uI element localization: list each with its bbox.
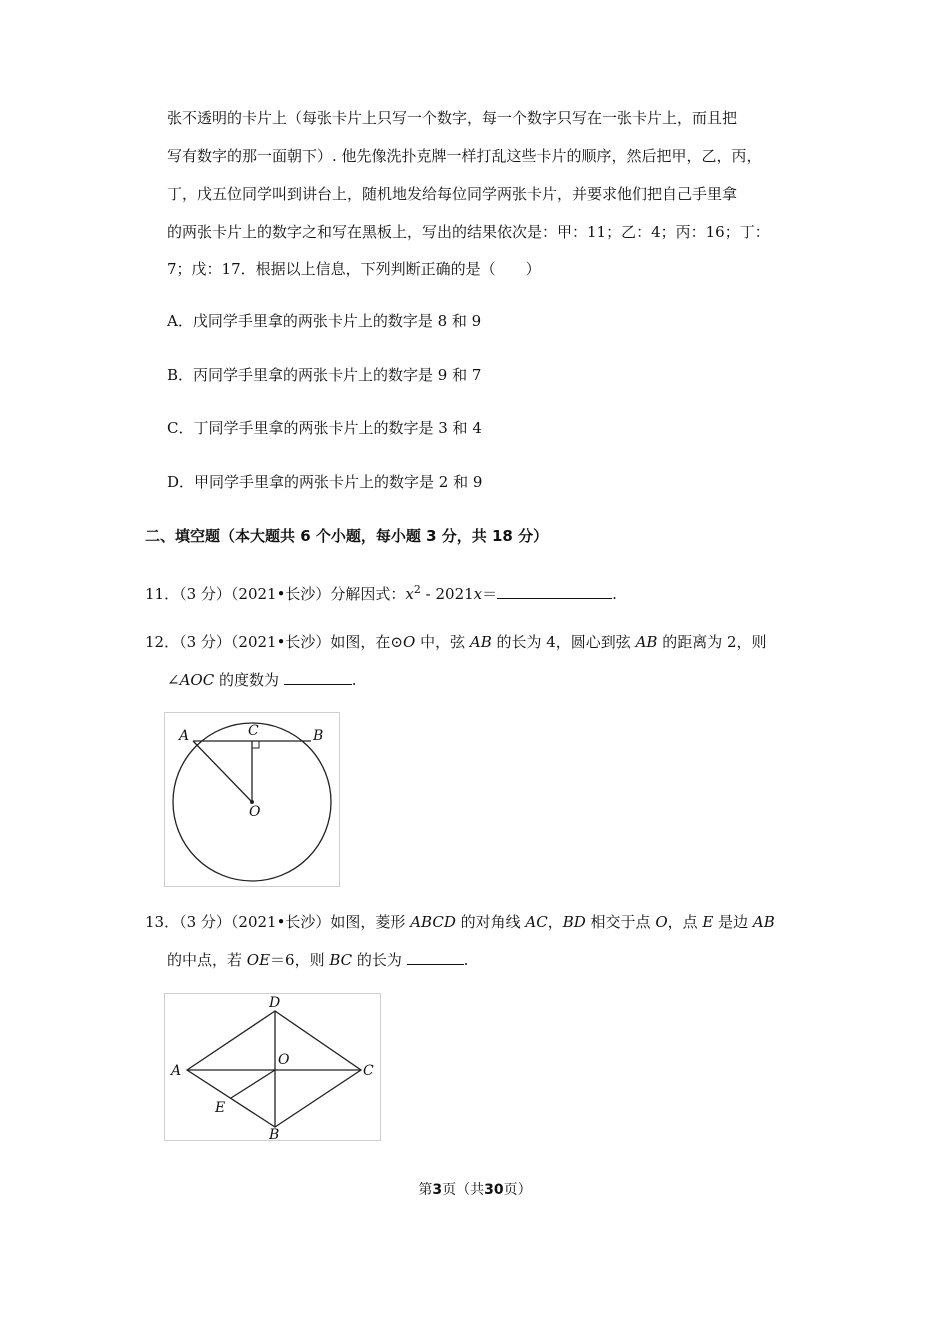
q13-line2-a: 的中点，若 — [167, 951, 247, 969]
q13-t4: ，点 — [667, 913, 703, 931]
q12-line-1 — [145, 632, 767, 652]
q13-bc: BC — [329, 951, 353, 969]
q11-line — [145, 580, 617, 604]
q12-figure — [164, 712, 340, 887]
q11-equals: ＝ — [482, 585, 498, 603]
label-b: B — [313, 728, 324, 744]
q13-t5: 是边 — [713, 913, 753, 931]
q13-bd: BD — [562, 913, 586, 931]
q11-var-x2: x — [473, 585, 483, 603]
q12-line2-text: 的度数为 — [214, 671, 284, 689]
q10-line-5: 7；戊：17．根据以上信息，下列判断正确的是（ ） — [167, 260, 541, 278]
angle-symbol: ∠ — [167, 671, 180, 689]
section-heading: 二、填空题（本大题共 6 个小题，每小题 3 分，共 18 分） — [145, 527, 549, 545]
q13-ab: AB — [752, 913, 775, 931]
q12-o: O — [403, 633, 416, 651]
q12-end: . — [351, 671, 357, 689]
q11-var-x: x — [405, 585, 414, 603]
q13-end: . — [463, 951, 469, 969]
label-o: O — [249, 804, 261, 820]
segment-oa — [193, 741, 252, 802]
q13-line-1 — [145, 912, 775, 932]
q13-prefix: 13．（3 分）（2021•长沙）如图，菱形 — [145, 913, 411, 931]
label-e: E — [215, 1100, 226, 1116]
right-angle-mark — [252, 741, 259, 748]
q11-prefix: 11．（3 分）（2021•长沙）分解因式： — [145, 585, 406, 603]
q12-text1: 中，弦 — [415, 633, 470, 651]
q12-prefix: 12．（3 分）（2021•长沙）如图，在 — [145, 633, 391, 651]
q13-line-2 — [167, 950, 468, 970]
label-a: A — [179, 728, 190, 744]
q12-aoc: AOC — [179, 671, 215, 689]
q12-text3: 的距离为 2，则 — [657, 633, 767, 651]
q13-line2-c: 的长为 — [352, 951, 407, 969]
q10-line-2: 写有数字的那一面朝下）. 他先像洗扑克牌一样打乱这些卡片的顺序，然后把甲，乙，丙， — [167, 147, 762, 165]
q12-ab2: AB — [635, 633, 658, 651]
segment-oe — [231, 1070, 275, 1098]
q13-t2: ， — [547, 913, 563, 931]
q13-line2-b: ＝6，则 — [270, 951, 330, 969]
label-c: C — [363, 1063, 374, 1079]
circle-symbol: ⊙ — [390, 633, 403, 651]
q13-abcd: ABCD — [410, 913, 456, 931]
q12-text2: 的长为 4，圆心到弦 — [491, 633, 636, 651]
footer-mid: 页（共 — [442, 1182, 485, 1198]
footer-post: 页） — [503, 1182, 532, 1198]
q13-ac: AC — [525, 913, 548, 931]
label-b: B — [269, 1127, 280, 1140]
q13-o: O — [655, 913, 668, 931]
q10-line-1: 张不透明的卡片上（每张卡片上只写一个数字，每一个数字只写在一张卡片上，而且把 — [167, 109, 738, 127]
q13-t1: 的对角线 — [455, 913, 526, 931]
footer-pre: 第 — [418, 1182, 433, 1198]
q11-end: . — [612, 585, 617, 603]
q10-option-d: D．甲同学手里拿的两张卡片上的数字是 2 和 9 — [167, 473, 483, 491]
q10-line-3: 丁，戊五位同学叫到讲台上，随机地发给每位同学两张卡片，并要求他们把自己手里拿 — [167, 185, 738, 203]
q12-ab1: AB — [469, 633, 492, 651]
page-footer — [0, 1180, 950, 1200]
label-a: A — [171, 1063, 182, 1079]
q13-answer-blank[interactable] — [407, 950, 464, 965]
rhombus-abcd — [187, 1011, 361, 1127]
q10-option-b: B．丙同学手里拿的两张卡片上的数字是 9 和 7 — [167, 366, 482, 384]
label-c: C — [248, 723, 259, 739]
q13-e: E — [702, 913, 714, 931]
footer-total-pages: 30 — [484, 1182, 504, 1198]
label-d: D — [269, 995, 281, 1011]
q13-t3: 相交于点 — [585, 913, 656, 931]
q10-option-c: C．丁同学手里拿的两张卡片上的数字是 3 和 4 — [167, 419, 482, 437]
q11-mid: - 2021 — [420, 585, 474, 603]
q10-option-a: A．戊同学手里拿的两张卡片上的数字是 8 和 9 — [167, 312, 482, 330]
q11-answer-blank[interactable] — [497, 584, 612, 599]
q13-figure — [164, 993, 381, 1141]
q11-exponent: 2 — [413, 583, 421, 596]
q12-line-2 — [167, 670, 357, 690]
q12-answer-blank[interactable] — [284, 670, 352, 685]
q10-line-4: 的两张卡片上的数字之和写在黑板上，写出的结果依次是：甲：11；乙：4；丙：16；丁： — [167, 223, 770, 241]
footer-page-number: 3 — [432, 1182, 443, 1198]
q13-oe: OE — [246, 951, 271, 969]
label-o: O — [278, 1052, 290, 1068]
